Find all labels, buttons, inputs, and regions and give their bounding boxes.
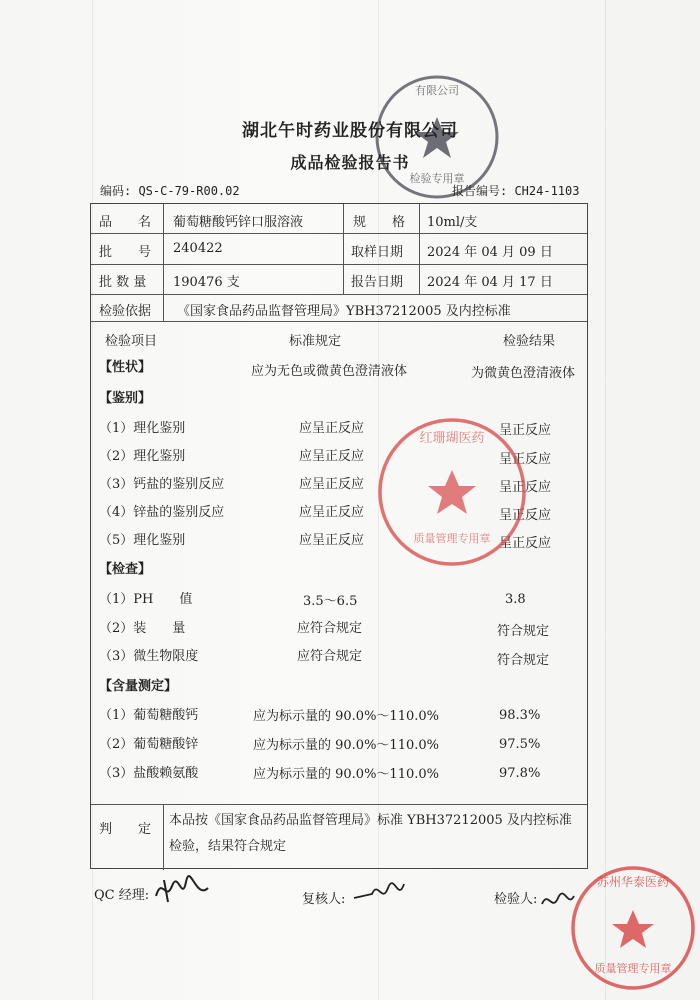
qc-manager-label: QC 经理: — [94, 888, 150, 903]
traits-standard: 应为无色或微黄色澄清液体 — [251, 364, 408, 379]
quantity-value: 190476 支 — [173, 275, 240, 290]
identify-item: （3）钙盐的鉴别反应 — [99, 477, 225, 492]
quantity-label: 批 数 量 — [99, 275, 147, 290]
red-seal-bottom — [565, 860, 700, 995]
report-title: 成品检验报告书 — [290, 153, 410, 172]
svg-text:质量管理专用章: 质量管理专用章 — [594, 962, 672, 975]
content-item: （3）盐酸赖氨酸 — [99, 766, 199, 781]
batch-label: 批 号 — [99, 245, 152, 260]
section-inspect: 【检查】 — [99, 562, 152, 577]
product-name-value: 葡萄糖酸钙锌口服溶液 — [173, 215, 304, 230]
inspect-result: 3.8 — [505, 592, 526, 607]
identify-result: 呈正反应 — [499, 452, 552, 467]
content-result: 98.3% — [499, 708, 541, 723]
header-standard: 标准规定 — [289, 334, 342, 349]
report-number: 报告编号: CH24-1103 — [452, 184, 580, 198]
qc-signature-icon — [152, 872, 212, 908]
section-traits: 【性状】 — [99, 360, 152, 375]
report-date-label: 报告日期 — [351, 275, 404, 290]
report-date-value: 2024 年 04 月 17 日 — [427, 275, 553, 290]
identify-result: 呈正反应 — [499, 423, 552, 438]
basis-label: 检验依据 — [99, 304, 152, 319]
header-item: 检验项目 — [105, 334, 158, 349]
inspect-item: （3）微生物限度 — [99, 649, 199, 664]
identify-standard: 应呈正反应 — [299, 421, 365, 436]
inspect-item: （2）装 量 — [99, 621, 186, 636]
identify-standard: 应呈正反应 — [299, 533, 365, 548]
identify-standard: 应呈正反应 — [299, 449, 365, 464]
svg-text:检验专用章: 检验专用章 — [409, 172, 465, 185]
content-item: （1）葡萄糖酸钙 — [99, 708, 199, 723]
identify-standard: 应呈正反应 — [299, 477, 365, 492]
section-identify: 【鉴别】 — [99, 391, 152, 406]
identify-result: 呈正反应 — [499, 480, 552, 495]
basis-value: 《国家食品药品监督管理局》YBH37212005 及内控标准 — [177, 304, 511, 319]
inspect-standard: 3.5～6.5 — [303, 594, 358, 609]
content-standard: 应为标示量的 90.0%～110.0% — [253, 767, 439, 782]
content-result: 97.5% — [499, 737, 541, 752]
reviewer-label: 复核人: — [302, 892, 346, 907]
company-name: 湖北午时药业股份有限公司 — [242, 121, 458, 141]
product-name-label: 品 名 — [99, 215, 152, 230]
content-item: （2）葡萄糖酸锌 — [99, 737, 199, 752]
svg-text:红珊瑚医药: 红珊瑚医药 — [419, 431, 485, 446]
identify-item: （1）理化鉴别 — [99, 421, 186, 436]
inspect-result: 符合规定 — [497, 653, 550, 668]
conclusion-text: 本品按《国家食品药品监督管理局》标准 YBH37212005 及内控标准检验，结果符合规定 — [169, 813, 572, 854]
identify-item: （5）理化鉴别 — [99, 533, 186, 548]
spec-label: 规 格 — [353, 215, 406, 230]
content-standard: 应为标示量的 90.0%～110.0% — [253, 709, 439, 724]
identify-standard: 应呈正反应 — [299, 505, 365, 520]
reviewer-signature-icon — [352, 876, 408, 908]
identify-item: （4）锌盐的鉴别反应 — [99, 505, 225, 520]
document-code: 编码: QS-C-79-R00.02 — [100, 184, 240, 198]
section-content: 【含量测定】 — [99, 679, 178, 694]
header-result: 检验结果 — [503, 334, 556, 349]
batch-value: 240422 — [173, 241, 223, 256]
inspect-item: （1）PH 值 — [99, 592, 193, 607]
svg-text:苏州华泰医药: 苏州华泰医药 — [596, 875, 670, 889]
identify-result: 呈正反应 — [499, 536, 552, 551]
content-standard: 应为标示量的 90.0%～110.0% — [253, 738, 439, 753]
svg-text:质量管理专用章: 质量管理专用章 — [413, 532, 491, 545]
red-seal-mid — [372, 412, 532, 572]
content-result: 97.8% — [499, 766, 541, 781]
spec-value: 10ml/支 — [427, 215, 478, 230]
conclusion-label: 判 定 — [99, 822, 152, 837]
sampling-date-value: 2024 年 04 月 09 日 — [427, 245, 553, 260]
svg-text:有限公司: 有限公司 — [415, 84, 459, 97]
traits-result: 为微黄色澄清液体 — [471, 366, 576, 381]
inspect-result: 符合规定 — [497, 624, 550, 639]
identify-item: （2）理化鉴别 — [99, 449, 186, 464]
inspect-standard: 应符合规定 — [297, 649, 363, 664]
inspect-standard: 应符合规定 — [297, 621, 363, 636]
sampling-date-label: 取样日期 — [351, 245, 404, 260]
identify-result: 呈正反应 — [499, 508, 552, 523]
inspector-label: 检验人: — [494, 892, 538, 907]
